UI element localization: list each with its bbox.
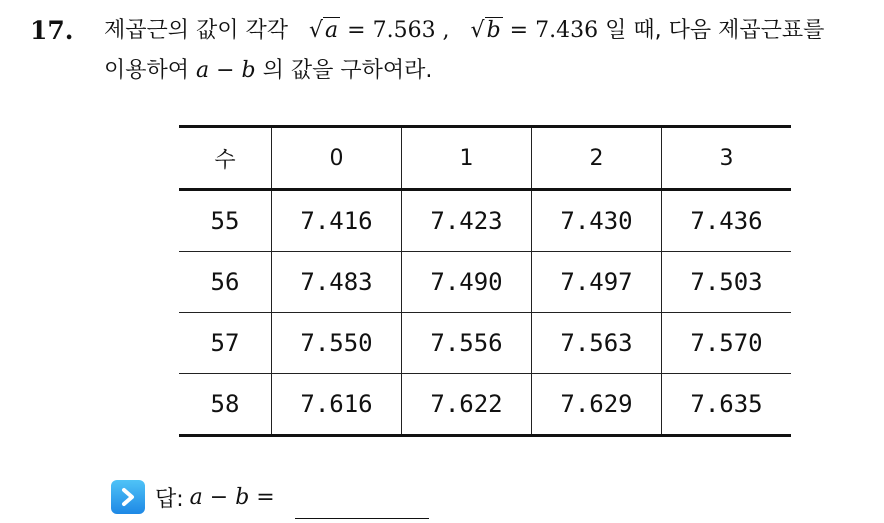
sqrt-b: √b xyxy=(470,18,501,43)
sqrt-b-var: b xyxy=(486,18,501,43)
problem-line-1 xyxy=(104,14,824,48)
sqrt-b-value: = 7.436 xyxy=(509,18,599,43)
value-cell: 7.503 xyxy=(662,252,792,313)
answer-area xyxy=(111,479,275,515)
table-row xyxy=(179,252,791,313)
value-cell: 7.416 xyxy=(272,190,402,252)
problem-line-2 xyxy=(104,54,432,88)
value-cell: 7.483 xyxy=(272,252,402,313)
question-number: 17. xyxy=(30,16,74,45)
answer-expression: a − b = xyxy=(189,484,275,510)
value-cell: 7.629 xyxy=(532,374,662,436)
value-cell: 7.563 xyxy=(532,313,662,374)
value-cell: 7.430 xyxy=(532,190,662,252)
sqrt-a-var: a xyxy=(325,18,339,43)
value-cell: 7.570 xyxy=(662,313,792,374)
header-cell: 1 xyxy=(402,127,532,190)
header-cell: 0 xyxy=(272,127,402,190)
square-root-table xyxy=(179,125,791,437)
row-label-cell: 58 xyxy=(210,390,240,418)
table-row xyxy=(179,190,791,252)
answer-blank[interactable] xyxy=(295,518,429,519)
value-cell: 7.622 xyxy=(402,374,532,436)
table-row xyxy=(179,313,791,374)
sqrt-a-value: = 7.563 , xyxy=(347,18,450,43)
problem-text-4: 의 값을 구하여라. xyxy=(262,58,433,83)
row-label-cell: 57 xyxy=(210,329,240,357)
problem-text-3: 이용하여 xyxy=(104,58,190,83)
table-header-row xyxy=(179,127,791,190)
value-cell: 7.616 xyxy=(272,374,402,436)
header-cell: 2 xyxy=(532,127,662,190)
table-row xyxy=(179,374,791,436)
expr-a-minus-b: a − b xyxy=(196,58,256,83)
sqrt-a: √a xyxy=(309,18,339,43)
value-cell: 7.635 xyxy=(662,374,792,436)
value-cell: 7.423 xyxy=(402,190,532,252)
value-cell: 7.490 xyxy=(402,252,532,313)
chevron-right-icon xyxy=(111,480,145,514)
row-label-cell: 55 xyxy=(210,207,240,235)
value-cell: 7.497 xyxy=(532,252,662,313)
problem-text-2: 일 때, 다음 제곱근표를 xyxy=(605,18,825,43)
value-cell: 7.436 xyxy=(662,190,792,252)
header-cell: 수 xyxy=(214,147,236,173)
answer-label: 답: xyxy=(155,486,184,512)
value-cell: 7.556 xyxy=(402,313,532,374)
row-label-cell: 56 xyxy=(210,268,240,296)
header-cell: 3 xyxy=(662,127,792,190)
problem-text-1: 제곱근의 값이 각각 xyxy=(104,18,289,43)
value-cell: 7.550 xyxy=(272,313,402,374)
